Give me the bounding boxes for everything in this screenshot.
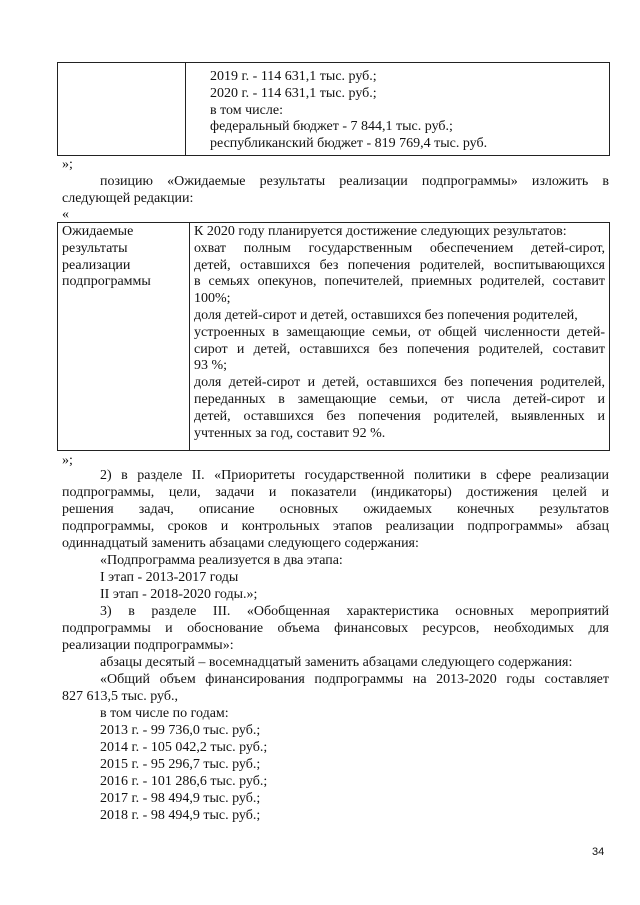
paragraph-line: «Подпрограмма реализуется в два этапа: — [100, 553, 343, 568]
page-number: 34 — [592, 846, 605, 858]
paragraph-line: подпрограммы и обоснование объема финансовых ресурсов, необходимых для — [62, 621, 609, 636]
financing-line: 2020 г. - 114 631,1 тыс. руб.; — [210, 85, 377, 101]
results-line: сирот и детей, оставшихся без попечения родителей, составит — [194, 341, 605, 357]
year-line: 2014 г. - 105 042,2 тыс. руб.; — [100, 740, 268, 755]
paragraph-line: II этап - 2018-2020 годы.»; — [100, 587, 258, 602]
quote-close: »; — [62, 157, 73, 172]
results-line: 93 %; — [194, 358, 228, 374]
year-line: 2016 г. - 101 286,6 тыс. руб.; — [100, 774, 268, 789]
expected-results-table — [57, 222, 610, 451]
paragraph-line: подпрограммы, сроков и контрольных этапов реализации подпрограммы» абзац — [62, 519, 609, 534]
paragraph-line: позицию «Ожидаемые результаты реализации подпрограммы» изложить в — [100, 174, 609, 189]
paragraph-line: решения задач, описание основных ожидаемых конечных результатов — [62, 502, 609, 517]
financing-line: республиканский бюджет - 819 769,4 тыс. руб. — [210, 136, 488, 152]
year-line: 2015 г. - 95 296,7 тыс. руб.; — [100, 757, 261, 772]
paragraph-line: «Общий объем финансирования подпрограммы на 2013-2020 годы составляет — [100, 672, 609, 687]
results-label-line: Ожидаемые — [62, 224, 134, 239]
results-label-line: результаты — [62, 240, 128, 256]
year-line: 2017 г. - 98 494,9 тыс. руб.; — [100, 791, 261, 806]
quote-close: »; — [62, 453, 73, 468]
financing-table — [57, 62, 610, 156]
paragraph-line: I этап - 2013-2017 годы — [100, 570, 239, 585]
paragraph-line: 2) в разделе II. «Приоритеты государственной политики в сфере реализации — [100, 468, 609, 483]
financing-line: 2019 г. - 114 631,1 тыс. руб.; — [210, 69, 377, 84]
results-label-line: подпрограммы — [62, 274, 151, 290]
paragraph-line: абзацы десятый – восемнадцатый заменить абзацами следующего содержания: — [100, 655, 573, 670]
paragraph-line: реализации подпрограммы»: — [62, 638, 234, 653]
results-line: доля детей-сирот и детей, оставшихся без попечения родителей, — [194, 375, 605, 391]
results-line: в семьях опекунов, попечителей, приемных родителей, составит — [194, 274, 605, 290]
financing-line: в том числе: — [210, 102, 283, 118]
results-line: учтенных за год, составит 92 %. — [194, 425, 386, 441]
paragraph-line: 827 613,5 тыс. руб., — [62, 689, 178, 704]
paragraph-line: в том числе по годам: — [100, 706, 229, 721]
results-line: переданных в замещающие семьи, от числа детей-сирот и — [194, 391, 605, 407]
results-line: охват полным государственным обеспечением детей-сирот, — [194, 240, 605, 256]
year-line: 2013 г. - 99 736,0 тыс. руб.; — [100, 723, 261, 738]
financing-table-left-cell — [58, 63, 186, 156]
results-line: доля детей-сирот и детей, оставшихся без попечения родителей, — [194, 307, 578, 323]
paragraph-line: следующей редакции: — [62, 191, 194, 206]
results-line: К 2020 году планируется достижение следующих результатов: — [194, 224, 567, 239]
paragraph-line: подпрограммы, цели, задачи и показатели (индикаторы) достижения целей и — [62, 485, 609, 500]
results-line: детей, оставшихся без попечения родителей, воспитывающихся — [194, 257, 605, 273]
results-line: детей, оставшихся без попечения родителей, выявленных и — [194, 408, 605, 424]
results-label-line: реализации — [62, 257, 131, 273]
results-line: устроенных в замещающие семьи, от общей численности детей- — [194, 324, 605, 340]
results-content-cell — [190, 223, 610, 451]
results-label-cell — [58, 223, 190, 451]
year-line: 2018 г. - 98 494,9 тыс. руб.; — [100, 808, 261, 823]
results-line: 100%; — [194, 291, 231, 307]
paragraph-line: 3) в разделе III. «Обобщенная характеристика основных мероприятий — [100, 604, 609, 619]
paragraph-line: одиннадцатый заменить абзацами следующего содержания: — [62, 536, 419, 551]
financing-table-right-cell — [186, 63, 610, 156]
quote-open: « — [62, 207, 69, 222]
financing-line: федеральный бюджет - 7 844,1 тыс. руб.; — [210, 119, 453, 135]
